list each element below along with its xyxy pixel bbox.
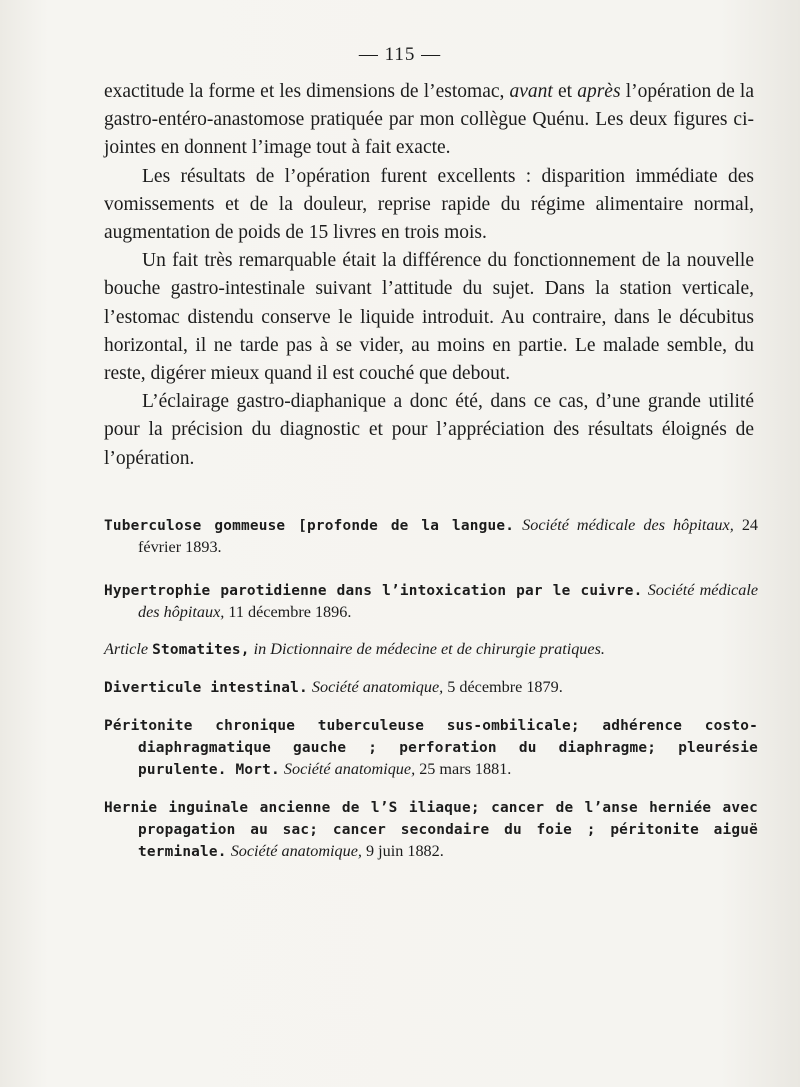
word-et: et (552, 81, 578, 102)
reference-date: 9 juin 1882. (366, 842, 444, 860)
reference-lead: Article (104, 640, 149, 658)
paragraph-1-text-b: l’opération de la gastro-entéro-anastomose pratiquée par mon collègue Quénu. Les deux figures ci-jointes en donnent l’image tout à fait exacte. (104, 81, 755, 159)
page-number: — 115 — (358, 44, 442, 65)
reference-title: Tuberculose gommeuse [profonde de la langue. (104, 518, 515, 534)
reference-date: 24 février 1893. (138, 516, 759, 556)
paragraph-2: Les résultats de l’opération furent excellents : disparition immédiate des vomissements et de la douleur, reprise rapide du régime alimentaire normal, augmentation de poids de 15 livres en trois mois. (104, 165, 754, 244)
reference-title: Diverticule intestinal. (104, 680, 308, 696)
reference-item (104, 677, 758, 699)
reference-item (104, 580, 758, 623)
paragraph-1-text-a: exactitude la forme et les dimensions de l’estomac, (104, 81, 510, 102)
reference-source: Société anatomique, (311, 678, 444, 696)
word-avant: avant (509, 81, 553, 102)
reference-source: in Dictionnaire de médecine et de chirurgie pratiques. (253, 640, 605, 658)
reference-source: Société médicale des hôpitaux, (138, 581, 759, 621)
reference-title: Hypertrophie parotidienne dans l’intoxication par le cuivre. (104, 583, 643, 599)
reference-source: Société médicale des hôpitaux, (522, 516, 734, 534)
reference-date: 5 décembre 1879. (447, 678, 563, 696)
reference-source: Société anatomique, (283, 760, 416, 778)
word-apres: après (577, 81, 621, 102)
reference-date: 25 mars 1881. (419, 760, 512, 778)
reference-title: Stomatites, (152, 642, 250, 658)
reference-item (104, 715, 758, 781)
paragraph-1 (104, 78, 754, 163)
reference-item (104, 515, 758, 558)
reference-list (104, 515, 758, 879)
reference-title: Hernie inguinale ancienne de l’S iliaque; cancer de l’anse herniée avec propagation au sac; cancer secondaire du foie ; péritonite aiguë terminale. (104, 800, 758, 860)
paragraph-3: Un fait très remarquable était la différence du fonctionnement de la nouvelle bouche gastro-intestinale suivant l’attitude du sujet. Dans la station verticale, l’estomac distendu conserve le liquide introduit. Au contraire, dans le décubitus horizontal, il ne tarde pas à se vider, au moins en partie. Le malade semble, du reste, digérer mieux quand il est couché que debout. (104, 250, 754, 385)
paragraph-4: L’éclairage gastro-diaphanique a donc été, dans ce cas, d’une grande utilité pour la précision du diagnostic et pour l’appréciation des résultats éloignés de l’opération. (104, 391, 754, 469)
reference-item (104, 797, 758, 863)
reference-source: Société anatomique, (230, 842, 362, 860)
reference-item (104, 639, 758, 661)
reference-date: 11 décembre 1896. (228, 603, 352, 621)
body-text (104, 78, 754, 473)
reference-title: Péritonite chronique tuberculeuse sus-ombilicale; adhérence costo-diaphragmatique gauche ; perforation du diaphragme; pleurésie purulente. Mort. (104, 718, 758, 778)
